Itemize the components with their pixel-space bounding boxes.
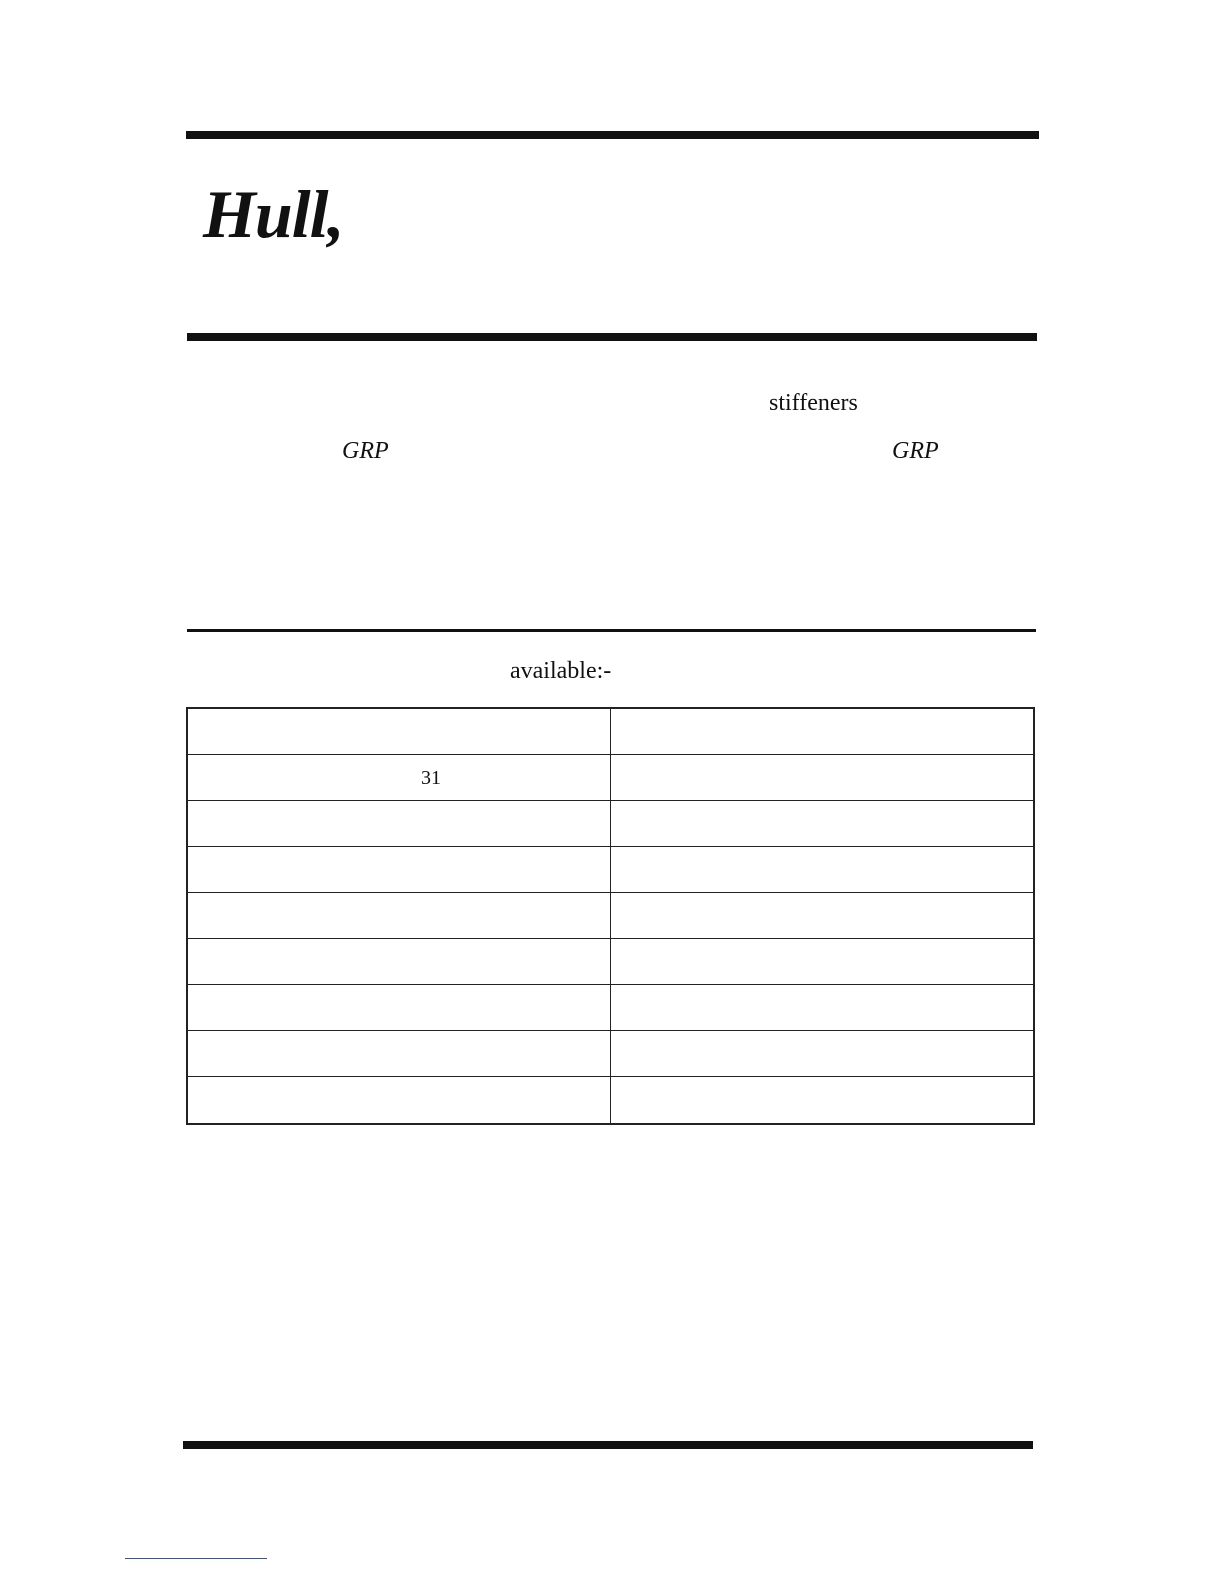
table-row [188, 893, 1033, 939]
table-cell-left [188, 847, 611, 892]
body-word-available: available:- [510, 658, 612, 684]
page-title: Hull, [203, 176, 344, 252]
table-row [188, 985, 1033, 1031]
table-row [188, 1031, 1033, 1077]
table-cell-left [188, 939, 611, 984]
table-row [188, 709, 1033, 755]
table-cell-right [611, 847, 1033, 892]
body-word-stiffeners: stiffeners [769, 390, 858, 416]
title-bottom-rule [187, 333, 1037, 341]
cell-text: 31 [421, 767, 441, 789]
body-word-grp-first: GRP [342, 438, 389, 464]
table-cell-left [188, 1077, 611, 1123]
table-row [188, 1077, 1033, 1123]
table-cell-left [188, 801, 611, 846]
table-row [188, 755, 1033, 801]
table-cell-right [611, 1077, 1033, 1123]
table-row [188, 939, 1033, 985]
table-cell-right [611, 939, 1033, 984]
table-cell-right [611, 755, 1033, 800]
footer-link-underline [125, 1558, 267, 1559]
table-cell-right [611, 801, 1033, 846]
bottom-rule [183, 1441, 1033, 1449]
section-divider [187, 629, 1036, 632]
table-cell-left [188, 985, 611, 1030]
table-cell-left [188, 755, 611, 800]
table-cell-right [611, 985, 1033, 1030]
body-word-grp-second: GRP [892, 438, 939, 464]
data-table [186, 707, 1035, 1125]
table-cell-right [611, 709, 1033, 754]
table-row [188, 847, 1033, 893]
table-cell-left [188, 1031, 611, 1076]
table-cell-left [188, 893, 611, 938]
top-rule [186, 131, 1039, 139]
table-row [188, 801, 1033, 847]
table-cell-left [188, 709, 611, 754]
table-cell-right [611, 893, 1033, 938]
table-cell-right [611, 1031, 1033, 1076]
